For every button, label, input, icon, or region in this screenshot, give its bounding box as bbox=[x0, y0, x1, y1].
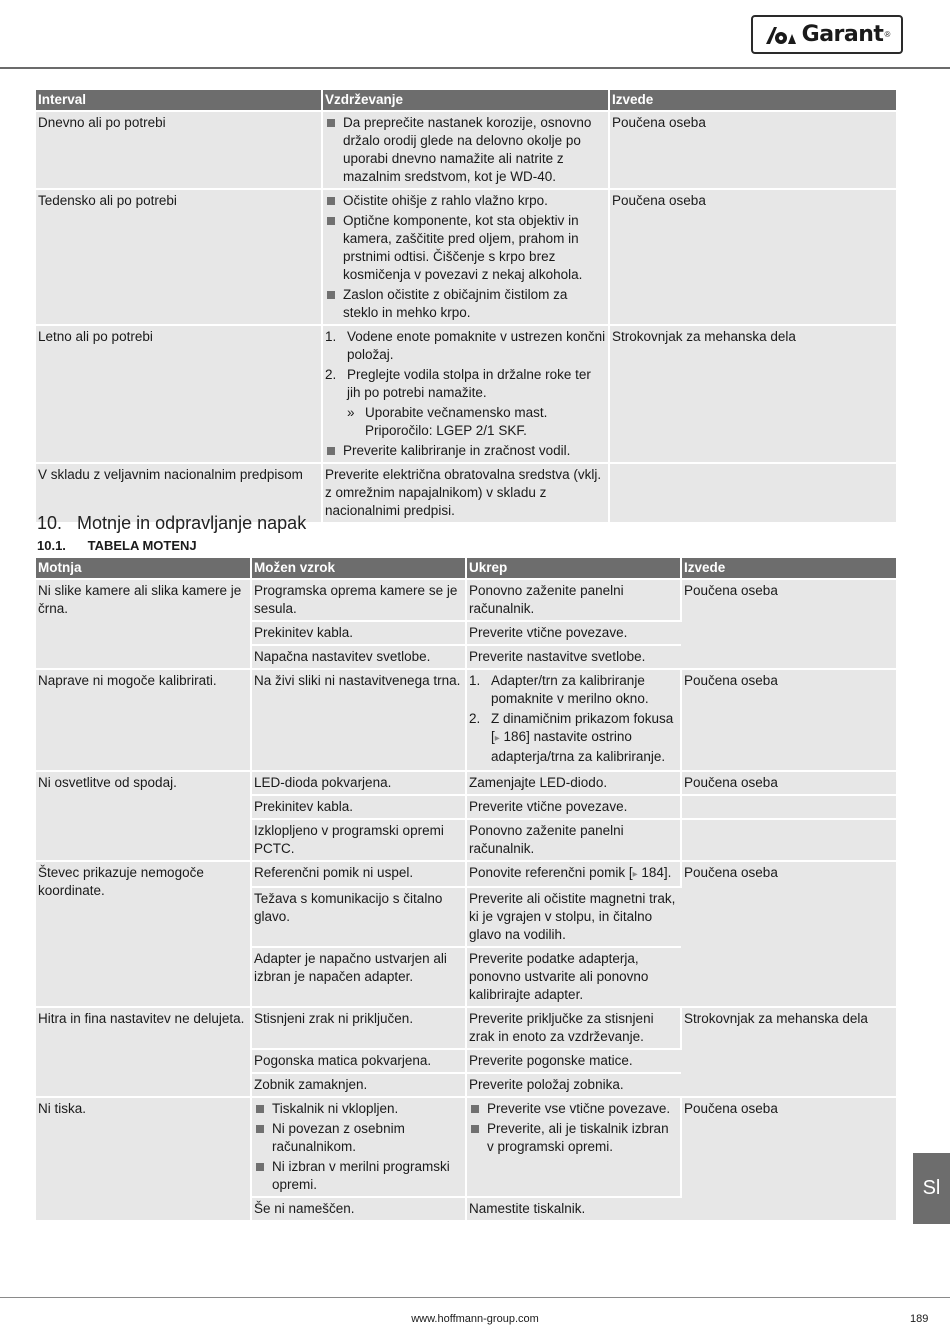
measure-cell bbox=[466, 669, 681, 771]
measure-text: Ponovite referenčni pomik [ bbox=[469, 865, 633, 880]
interval-cell: V skladu z veljavnim nacionalnim predpisom bbox=[36, 463, 322, 522]
result-marker: » bbox=[347, 405, 355, 420]
step-text: Vodene enote pomaknite v ustrezen končni položaj. bbox=[347, 329, 606, 362]
step-number: 1. bbox=[325, 329, 337, 344]
maintenance-cell bbox=[322, 189, 609, 325]
list-item bbox=[469, 672, 678, 708]
language-tab[interactable]: Sl bbox=[913, 1153, 950, 1224]
cause-cell: Na živi sliki ni nastavitvenega trna. bbox=[251, 669, 466, 771]
performed-by-cell: Poučena oseba bbox=[681, 1097, 896, 1220]
performed-by-cell-empty bbox=[681, 819, 896, 861]
list-item: Preverite kalibriranje in zračnost vodil. bbox=[325, 442, 606, 460]
table-row bbox=[36, 1097, 896, 1197]
measure-cell: Zamenjajte LED-diodo. bbox=[466, 771, 681, 795]
performed-by-cell: Strokovnjak za mehanska dela bbox=[609, 325, 896, 463]
list-item bbox=[325, 328, 606, 364]
table-row bbox=[36, 325, 896, 463]
table-row bbox=[36, 579, 896, 621]
page-ref[interactable]: 184]. bbox=[637, 865, 672, 880]
footer-divider bbox=[0, 1297, 950, 1298]
fault-cell: Ni osvetlitve od spodaj. bbox=[36, 771, 251, 861]
maintenance-cell bbox=[322, 111, 609, 189]
performed-by-cell: Strokovnjak za mehanska dela bbox=[681, 1007, 896, 1097]
step-text: Preglejte vodila stolpa in držalne roke ter jih po potrebi namažite. bbox=[347, 367, 591, 400]
header-performed-by: Izvede bbox=[609, 90, 896, 111]
cause-cell: Referenčni pomik ni uspel. bbox=[251, 861, 466, 887]
performed-by-cell-empty bbox=[681, 795, 896, 819]
fault-cell: Naprave ni mogoče kalibrirati. bbox=[36, 669, 251, 771]
header-measure: Ukrep bbox=[466, 558, 681, 579]
cause-cell: Programska oprema kamere se je sesula. bbox=[251, 579, 466, 621]
table-row bbox=[36, 861, 896, 887]
cause-cell: Adapter je napačno ustvarjen ali izbran je napačen adapter. bbox=[251, 947, 466, 1007]
interval-cell: Dnevno ali po potrebi bbox=[36, 111, 322, 189]
step-text: Adapter/trn za kalibriranje pomaknite v merilno okno. bbox=[491, 673, 649, 706]
subsection-number: 10.1. bbox=[37, 538, 66, 553]
table-row bbox=[36, 189, 896, 325]
header-divider bbox=[0, 67, 950, 69]
header-interval: Interval bbox=[36, 90, 322, 111]
fault-cell: Ni tiska. bbox=[36, 1097, 251, 1220]
measure-cell: Ponovno zaženite panelni računalnik. bbox=[466, 579, 681, 621]
cause-cell: LED-dioda pokvarjena. bbox=[251, 771, 466, 795]
measure-cell: Preverite položaj zobnika. bbox=[466, 1073, 681, 1097]
measure-cell: Preverite podatke adapterja, ponovno ustvarite ali ponovno kalibrirajte adapter. bbox=[466, 947, 681, 1007]
cause-cell: Stisnjeni zrak ni priključen. bbox=[251, 1007, 466, 1049]
logo-text: Garant bbox=[801, 22, 884, 47]
table-row bbox=[36, 771, 896, 795]
cause-cell: Težava s komunikacijo s čitalno glavo. bbox=[251, 887, 466, 947]
logo-registered-mark: ® bbox=[884, 30, 891, 39]
list-item: Ni povezan z osebnim računalnikom. bbox=[254, 1120, 463, 1156]
performed-by-cell: Poučena oseba bbox=[609, 111, 896, 189]
performed-by-cell bbox=[609, 463, 896, 522]
header-cause: Možen vzrok bbox=[251, 558, 466, 579]
list-item: Ni izbran v merilni programski opremi. bbox=[254, 1158, 463, 1194]
section-title-text: Motnje in odpravljanje napak bbox=[77, 513, 307, 533]
list-item: Preverite, ali je tiskalnik izbran v programski opremi. bbox=[469, 1120, 678, 1156]
garant-logo bbox=[751, 15, 903, 54]
list-item bbox=[325, 366, 606, 440]
step-result bbox=[347, 404, 606, 440]
measure-cell: Preverite nastavitve svetlobe. bbox=[466, 645, 681, 669]
measure-cell: Preverite vtične povezave. bbox=[466, 621, 681, 645]
cause-cell: Pogonska matica pokvarjena. bbox=[251, 1049, 466, 1073]
subsection-title-text: TABELA MOTENJ bbox=[87, 538, 197, 553]
cause-cell: Napačna nastavitev svetlobe. bbox=[251, 645, 466, 669]
list-item bbox=[469, 710, 678, 766]
cause-cell bbox=[251, 1097, 466, 1197]
step-number: 2. bbox=[325, 367, 337, 382]
list-item: Tiskalnik ni vklopljen. bbox=[254, 1100, 463, 1118]
header-maintenance: Vzdrževanje bbox=[322, 90, 609, 111]
performed-by-cell: Poučena oseba bbox=[681, 579, 896, 669]
section-title bbox=[37, 513, 306, 534]
table-header-row bbox=[36, 558, 896, 579]
measure-cell: Preverite priključke za stisnjeni zrak in enoto za vzdrževanje. bbox=[466, 1007, 681, 1049]
interval-cell: Tedensko ali po potrebi bbox=[36, 189, 322, 325]
measure-cell: Preverite vtične povezave. bbox=[466, 795, 681, 819]
header-fault: Motnja bbox=[36, 558, 251, 579]
section-number: 10. bbox=[37, 513, 63, 533]
page-number: 189 bbox=[910, 1313, 929, 1325]
subsection-title bbox=[37, 538, 197, 553]
interval-cell: Letno ali po potrebi bbox=[36, 325, 322, 463]
list-item: Očistite ohišje z rahlo vlažno krpo. bbox=[325, 192, 606, 210]
list-item: Zaslon očistite z običajnim čistilom za steklo in mehko krpo. bbox=[325, 286, 606, 322]
list-item: Da preprečite nastanek korozije, osnovno držalo orodij glede na delovno okolje po uporabi dnevno namažite ali natrite z mazalnim sredstvom, kot je WD-40. bbox=[325, 114, 606, 186]
measure-cell: Preverite pogonske matice. bbox=[466, 1049, 681, 1073]
performed-by-cell: Poučena oseba bbox=[609, 189, 896, 325]
header-performed-by: Izvede bbox=[681, 558, 896, 579]
step-number: 1. bbox=[469, 673, 481, 688]
measure-cell bbox=[466, 861, 681, 887]
maintenance-table bbox=[36, 90, 896, 522]
fault-table bbox=[36, 558, 896, 1220]
measure-cell: Ponovno zaženite panelni računalnik. bbox=[466, 819, 681, 861]
maintenance-cell: Preverite električna obratovalna sredstva (vklj. z omrežnim napajalnikom) v skladu z nacionalnimi predpisi. bbox=[322, 463, 609, 522]
result-text: Uporabite večnamensko mast. Priporočilo: LGEP 2/1 SKF. bbox=[365, 405, 548, 438]
step-text: Z dinamičnim prikazom fokusa [ bbox=[491, 711, 674, 744]
table-row bbox=[36, 111, 896, 189]
fault-cell: Števec prikazuje nemogoče koordinate. bbox=[36, 861, 251, 1007]
table-row bbox=[36, 669, 896, 771]
footer-url[interactable]: www.hoffmann-group.com bbox=[411, 1313, 539, 1325]
garant-logo-icon bbox=[764, 24, 798, 46]
performed-by-cell: Poučena oseba bbox=[681, 771, 896, 795]
performed-by-cell: Poučena oseba bbox=[681, 861, 896, 1007]
cause-cell: Še ni nameščen. bbox=[251, 1197, 466, 1220]
page-ref[interactable]: 186] bbox=[499, 729, 530, 744]
maintenance-cell bbox=[322, 325, 609, 463]
measure-cell: Namestite tiskalnik. bbox=[466, 1197, 681, 1220]
performed-by-cell: Poučena oseba bbox=[681, 669, 896, 771]
fault-cell: Hitra in fina nastavitev ne delujeta. bbox=[36, 1007, 251, 1097]
step-text-rest: nastavite ostrino adapterja/trna za kalibriranje. bbox=[491, 729, 666, 764]
table-header-row bbox=[36, 90, 896, 111]
cause-cell: Prekinitev kabla. bbox=[251, 621, 466, 645]
list-item: Optične komponente, kot sta objektiv in kamera, zaščitite pred oljem, prahom in prstnimi odtisi. Čiščenje s krpo brez kosmičenja v povezavi z nekaj alkohola. bbox=[325, 212, 606, 284]
cause-cell: Prekinitev kabla. bbox=[251, 795, 466, 819]
cause-cell: Izklopljeno v programski opremi PCTC. bbox=[251, 819, 466, 861]
list-item: Preverite vse vtične povezave. bbox=[469, 1100, 678, 1118]
step-number: 2. bbox=[469, 711, 481, 726]
table-row bbox=[36, 1007, 896, 1049]
fault-cell: Ni slike kamere ali slika kamere je črna. bbox=[36, 579, 251, 669]
measure-cell bbox=[466, 1097, 681, 1197]
page-ref-icon: ▸ bbox=[494, 733, 500, 744]
cause-cell: Zobnik zamaknjen. bbox=[251, 1073, 466, 1097]
measure-cell: Preverite ali očistite magnetni trak, ki je vgrajen v stolpu, in čitalno glavo na vodilih. bbox=[466, 887, 681, 947]
page-ref-icon: ▸ bbox=[632, 869, 638, 880]
